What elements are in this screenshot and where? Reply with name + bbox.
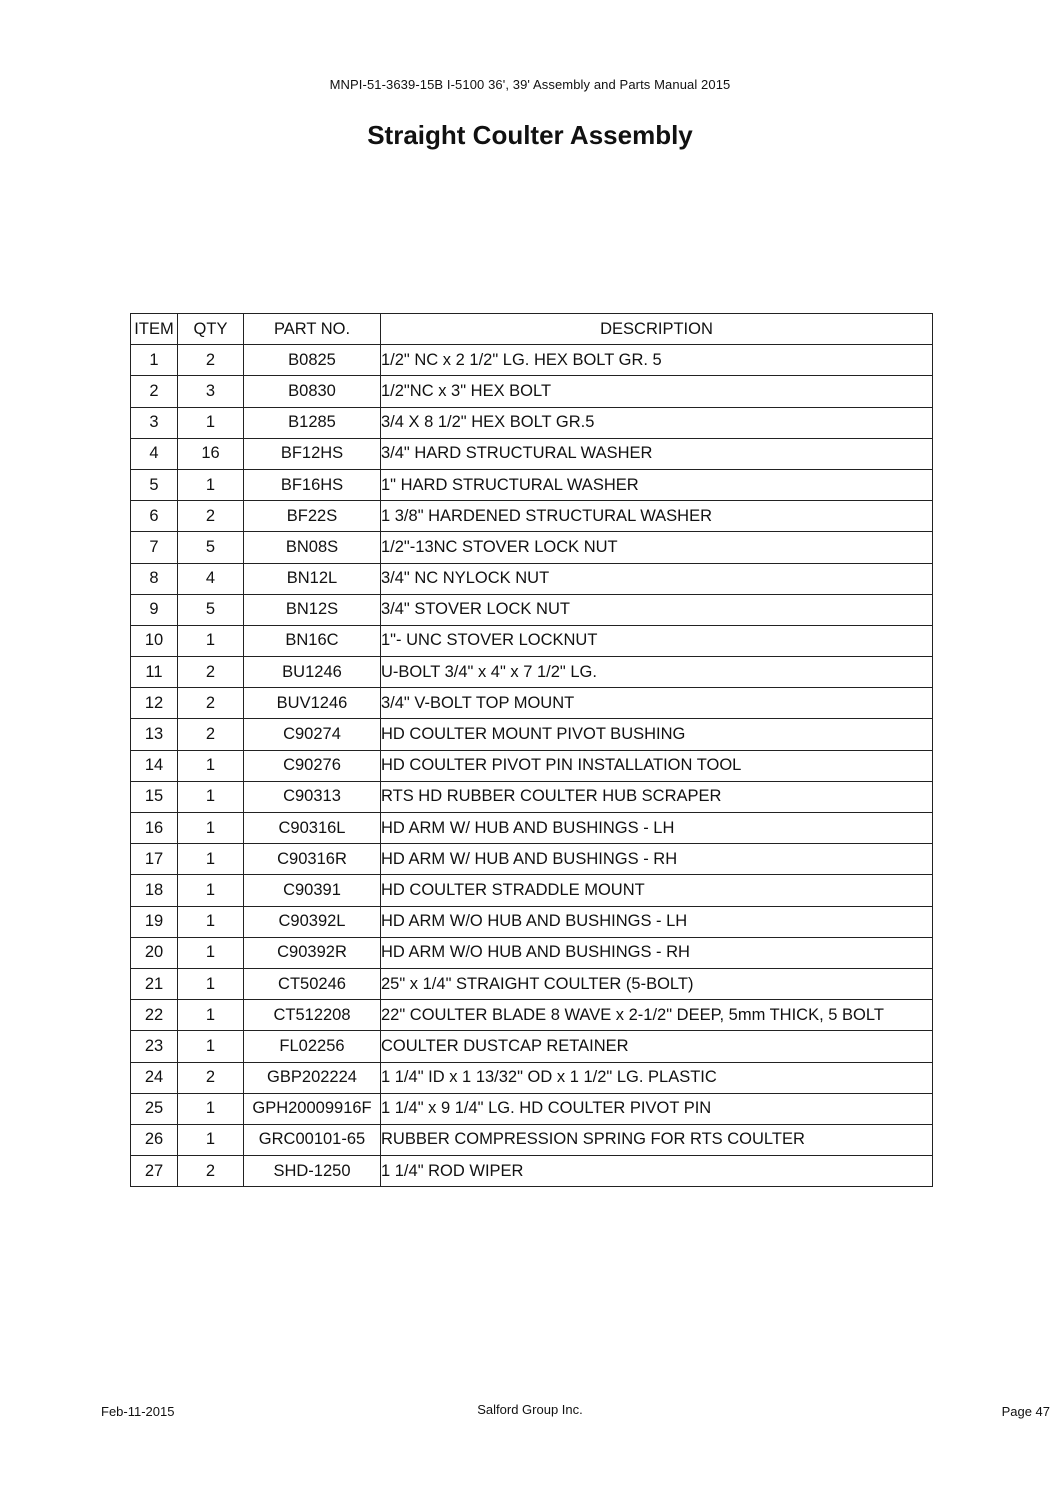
table-row bbox=[131, 345, 933, 376]
part-number-cell: SHD-1250 bbox=[244, 1156, 381, 1187]
description-cell: 1/2"-13NC STOVER LOCK NUT bbox=[381, 532, 933, 563]
quantity-cell: 3 bbox=[178, 376, 244, 407]
footer-date: Feb-11-2015 bbox=[101, 1404, 175, 1419]
part-number-cell: C90316R bbox=[244, 844, 381, 875]
part-number-cell: BF12HS bbox=[244, 438, 381, 469]
quantity-cell: 1 bbox=[178, 1124, 244, 1155]
quantity-cell: 1 bbox=[178, 937, 244, 968]
description-cell: 25" x 1/4" STRAIGHT COULTER (5-BOLT) bbox=[381, 968, 933, 999]
part-number-cell: BN16C bbox=[244, 625, 381, 656]
table-row bbox=[131, 906, 933, 937]
column-header-description: DESCRIPTION bbox=[381, 314, 933, 345]
quantity-cell: 1 bbox=[178, 1000, 244, 1031]
item-number-cell: 18 bbox=[131, 875, 178, 906]
table-row bbox=[131, 1000, 933, 1031]
description-cell: HD ARM W/O HUB AND BUSHINGS - RH bbox=[381, 937, 933, 968]
item-number-cell: 26 bbox=[131, 1124, 178, 1155]
part-number-cell: BF22S bbox=[244, 501, 381, 532]
description-cell: HD ARM W/ HUB AND BUSHINGS - LH bbox=[381, 813, 933, 844]
description-cell: HD COULTER MOUNT PIVOT BUSHING bbox=[381, 719, 933, 750]
description-cell: COULTER DUSTCAP RETAINER bbox=[381, 1031, 933, 1062]
item-number-cell: 20 bbox=[131, 937, 178, 968]
table-row bbox=[131, 501, 933, 532]
quantity-cell: 1 bbox=[178, 844, 244, 875]
part-number-cell: C90316L bbox=[244, 813, 381, 844]
part-number-cell: B0830 bbox=[244, 376, 381, 407]
description-cell: HD ARM W/ HUB AND BUSHINGS - RH bbox=[381, 844, 933, 875]
table-row bbox=[131, 750, 933, 781]
table-row bbox=[131, 657, 933, 688]
part-number-cell: BF16HS bbox=[244, 469, 381, 500]
part-number-cell: B0825 bbox=[244, 345, 381, 376]
part-number-cell: C90274 bbox=[244, 719, 381, 750]
table-row bbox=[131, 1156, 933, 1187]
description-cell: 1 1/4" ID x 1 13/32" OD x 1 1/2" LG. PLASTIC bbox=[381, 1062, 933, 1093]
quantity-cell: 2 bbox=[178, 1062, 244, 1093]
table-row bbox=[131, 937, 933, 968]
item-number-cell: 25 bbox=[131, 1093, 178, 1124]
part-number-cell: C90392L bbox=[244, 906, 381, 937]
item-number-cell: 27 bbox=[131, 1156, 178, 1187]
description-cell: 1"- UNC STOVER LOCKNUT bbox=[381, 625, 933, 656]
part-number-cell: GPH20009916F bbox=[244, 1093, 381, 1124]
description-cell: U-BOLT 3/4" x 4" x 7 1/2" LG. bbox=[381, 657, 933, 688]
table-row bbox=[131, 844, 933, 875]
description-cell: HD ARM W/O HUB AND BUSHINGS - LH bbox=[381, 906, 933, 937]
table-row bbox=[131, 968, 933, 999]
item-number-cell: 22 bbox=[131, 1000, 178, 1031]
part-number-cell: CT50246 bbox=[244, 968, 381, 999]
table-row bbox=[131, 594, 933, 625]
table-row bbox=[131, 438, 933, 469]
quantity-cell: 1 bbox=[178, 813, 244, 844]
item-number-cell: 11 bbox=[131, 657, 178, 688]
description-cell: 3/4" HARD STRUCTURAL WASHER bbox=[381, 438, 933, 469]
part-number-cell: GBP202224 bbox=[244, 1062, 381, 1093]
table-row bbox=[131, 407, 933, 438]
quantity-cell: 16 bbox=[178, 438, 244, 469]
table-row bbox=[131, 813, 933, 844]
quantity-cell: 1 bbox=[178, 407, 244, 438]
item-number-cell: 7 bbox=[131, 532, 178, 563]
table-row bbox=[131, 563, 933, 594]
table-row bbox=[131, 376, 933, 407]
item-number-cell: 15 bbox=[131, 781, 178, 812]
item-number-cell: 23 bbox=[131, 1031, 178, 1062]
item-number-cell: 10 bbox=[131, 625, 178, 656]
table-row bbox=[131, 1124, 933, 1155]
description-cell: 1/2" NC x 2 1/2" LG. HEX BOLT GR. 5 bbox=[381, 345, 933, 376]
quantity-cell: 1 bbox=[178, 906, 244, 937]
part-number-cell: CT512208 bbox=[244, 1000, 381, 1031]
quantity-cell: 1 bbox=[178, 625, 244, 656]
description-cell: 3/4 X 8 1/2" HEX BOLT GR.5 bbox=[381, 407, 933, 438]
table-row bbox=[131, 532, 933, 563]
quantity-cell: 1 bbox=[178, 750, 244, 781]
column-header-part-no: PART NO. bbox=[244, 314, 381, 345]
part-number-cell: FL02256 bbox=[244, 1031, 381, 1062]
table-row bbox=[131, 1093, 933, 1124]
quantity-cell: 5 bbox=[178, 594, 244, 625]
part-number-cell: BN08S bbox=[244, 532, 381, 563]
page-title: Straight Coulter Assembly bbox=[367, 120, 693, 150]
table-row bbox=[131, 719, 933, 750]
table-row bbox=[131, 1062, 933, 1093]
item-number-cell: 4 bbox=[131, 438, 178, 469]
quantity-cell: 2 bbox=[178, 1156, 244, 1187]
part-number-cell: BU1246 bbox=[244, 657, 381, 688]
table-row bbox=[131, 625, 933, 656]
description-cell: RUBBER COMPRESSION SPRING FOR RTS COULTER bbox=[381, 1124, 933, 1155]
item-number-cell: 21 bbox=[131, 968, 178, 999]
part-number-cell: C90313 bbox=[244, 781, 381, 812]
item-number-cell: 3 bbox=[131, 407, 178, 438]
column-header-qty: QTY bbox=[178, 314, 244, 345]
quantity-cell: 2 bbox=[178, 719, 244, 750]
quantity-cell: 1 bbox=[178, 1093, 244, 1124]
table-row bbox=[131, 1031, 933, 1062]
part-number-cell: BN12S bbox=[244, 594, 381, 625]
item-number-cell: 5 bbox=[131, 469, 178, 500]
quantity-cell: 2 bbox=[178, 688, 244, 719]
quantity-cell: 5 bbox=[178, 532, 244, 563]
description-cell: 3/4" V-BOLT TOP MOUNT bbox=[381, 688, 933, 719]
table-row bbox=[131, 688, 933, 719]
description-cell: 22" COULTER BLADE 8 WAVE x 2-1/2" DEEP, 5mm THICK, 5 BOLT bbox=[381, 1000, 933, 1031]
column-header-item: ITEM bbox=[131, 314, 178, 345]
item-number-cell: 12 bbox=[131, 688, 178, 719]
description-cell: 1/2"NC x 3" HEX BOLT bbox=[381, 376, 933, 407]
description-cell: 1" HARD STRUCTURAL WASHER bbox=[381, 469, 933, 500]
item-number-cell: 8 bbox=[131, 563, 178, 594]
part-number-cell: C90391 bbox=[244, 875, 381, 906]
part-number-cell: BN12L bbox=[244, 563, 381, 594]
description-cell: 1 1/4" ROD WIPER bbox=[381, 1156, 933, 1187]
item-number-cell: 16 bbox=[131, 813, 178, 844]
description-cell: 1 1/4" x 9 1/4" LG. HD COULTER PIVOT PIN bbox=[381, 1093, 933, 1124]
part-number-cell: B1285 bbox=[244, 407, 381, 438]
parts-table bbox=[130, 313, 933, 1187]
item-number-cell: 9 bbox=[131, 594, 178, 625]
quantity-cell: 1 bbox=[178, 469, 244, 500]
quantity-cell: 2 bbox=[178, 345, 244, 376]
parts-table-body bbox=[131, 345, 933, 1187]
description-cell: HD COULTER STRADDLE MOUNT bbox=[381, 875, 933, 906]
description-cell: 3/4" NC NYLOCK NUT bbox=[381, 563, 933, 594]
table-row bbox=[131, 875, 933, 906]
quantity-cell: 1 bbox=[178, 875, 244, 906]
item-number-cell: 19 bbox=[131, 906, 178, 937]
table-header-row bbox=[131, 314, 933, 345]
quantity-cell: 2 bbox=[178, 657, 244, 688]
item-number-cell: 13 bbox=[131, 719, 178, 750]
table-row bbox=[131, 781, 933, 812]
part-number-cell: C90276 bbox=[244, 750, 381, 781]
description-cell: RTS HD RUBBER COULTER HUB SCRAPER bbox=[381, 781, 933, 812]
quantity-cell: 1 bbox=[178, 781, 244, 812]
item-number-cell: 17 bbox=[131, 844, 178, 875]
quantity-cell: 1 bbox=[178, 1031, 244, 1062]
part-number-cell: BUV1246 bbox=[244, 688, 381, 719]
item-number-cell: 6 bbox=[131, 501, 178, 532]
item-number-cell: 24 bbox=[131, 1062, 178, 1093]
description-cell: HD COULTER PIVOT PIN INSTALLATION TOOL bbox=[381, 750, 933, 781]
document-reference: MNPI-51-3639-15B I-5100 36', 39' Assembly and Parts Manual 2015 bbox=[329, 77, 731, 92]
quantity-cell: 4 bbox=[178, 563, 244, 594]
item-number-cell: 1 bbox=[131, 345, 178, 376]
part-number-cell: C90392R bbox=[244, 937, 381, 968]
footer-page-number: Page 47 bbox=[1001, 1404, 1050, 1419]
table-row bbox=[131, 469, 933, 500]
quantity-cell: 1 bbox=[178, 968, 244, 999]
description-cell: 3/4" STOVER LOCK NUT bbox=[381, 594, 933, 625]
quantity-cell: 2 bbox=[178, 501, 244, 532]
item-number-cell: 14 bbox=[131, 750, 178, 781]
item-number-cell: 2 bbox=[131, 376, 178, 407]
description-cell: 1 3/8" HARDENED STRUCTURAL WASHER bbox=[381, 501, 933, 532]
part-number-cell: GRC00101-65 bbox=[244, 1124, 381, 1155]
footer-company: Salford Group Inc. bbox=[477, 1402, 583, 1417]
